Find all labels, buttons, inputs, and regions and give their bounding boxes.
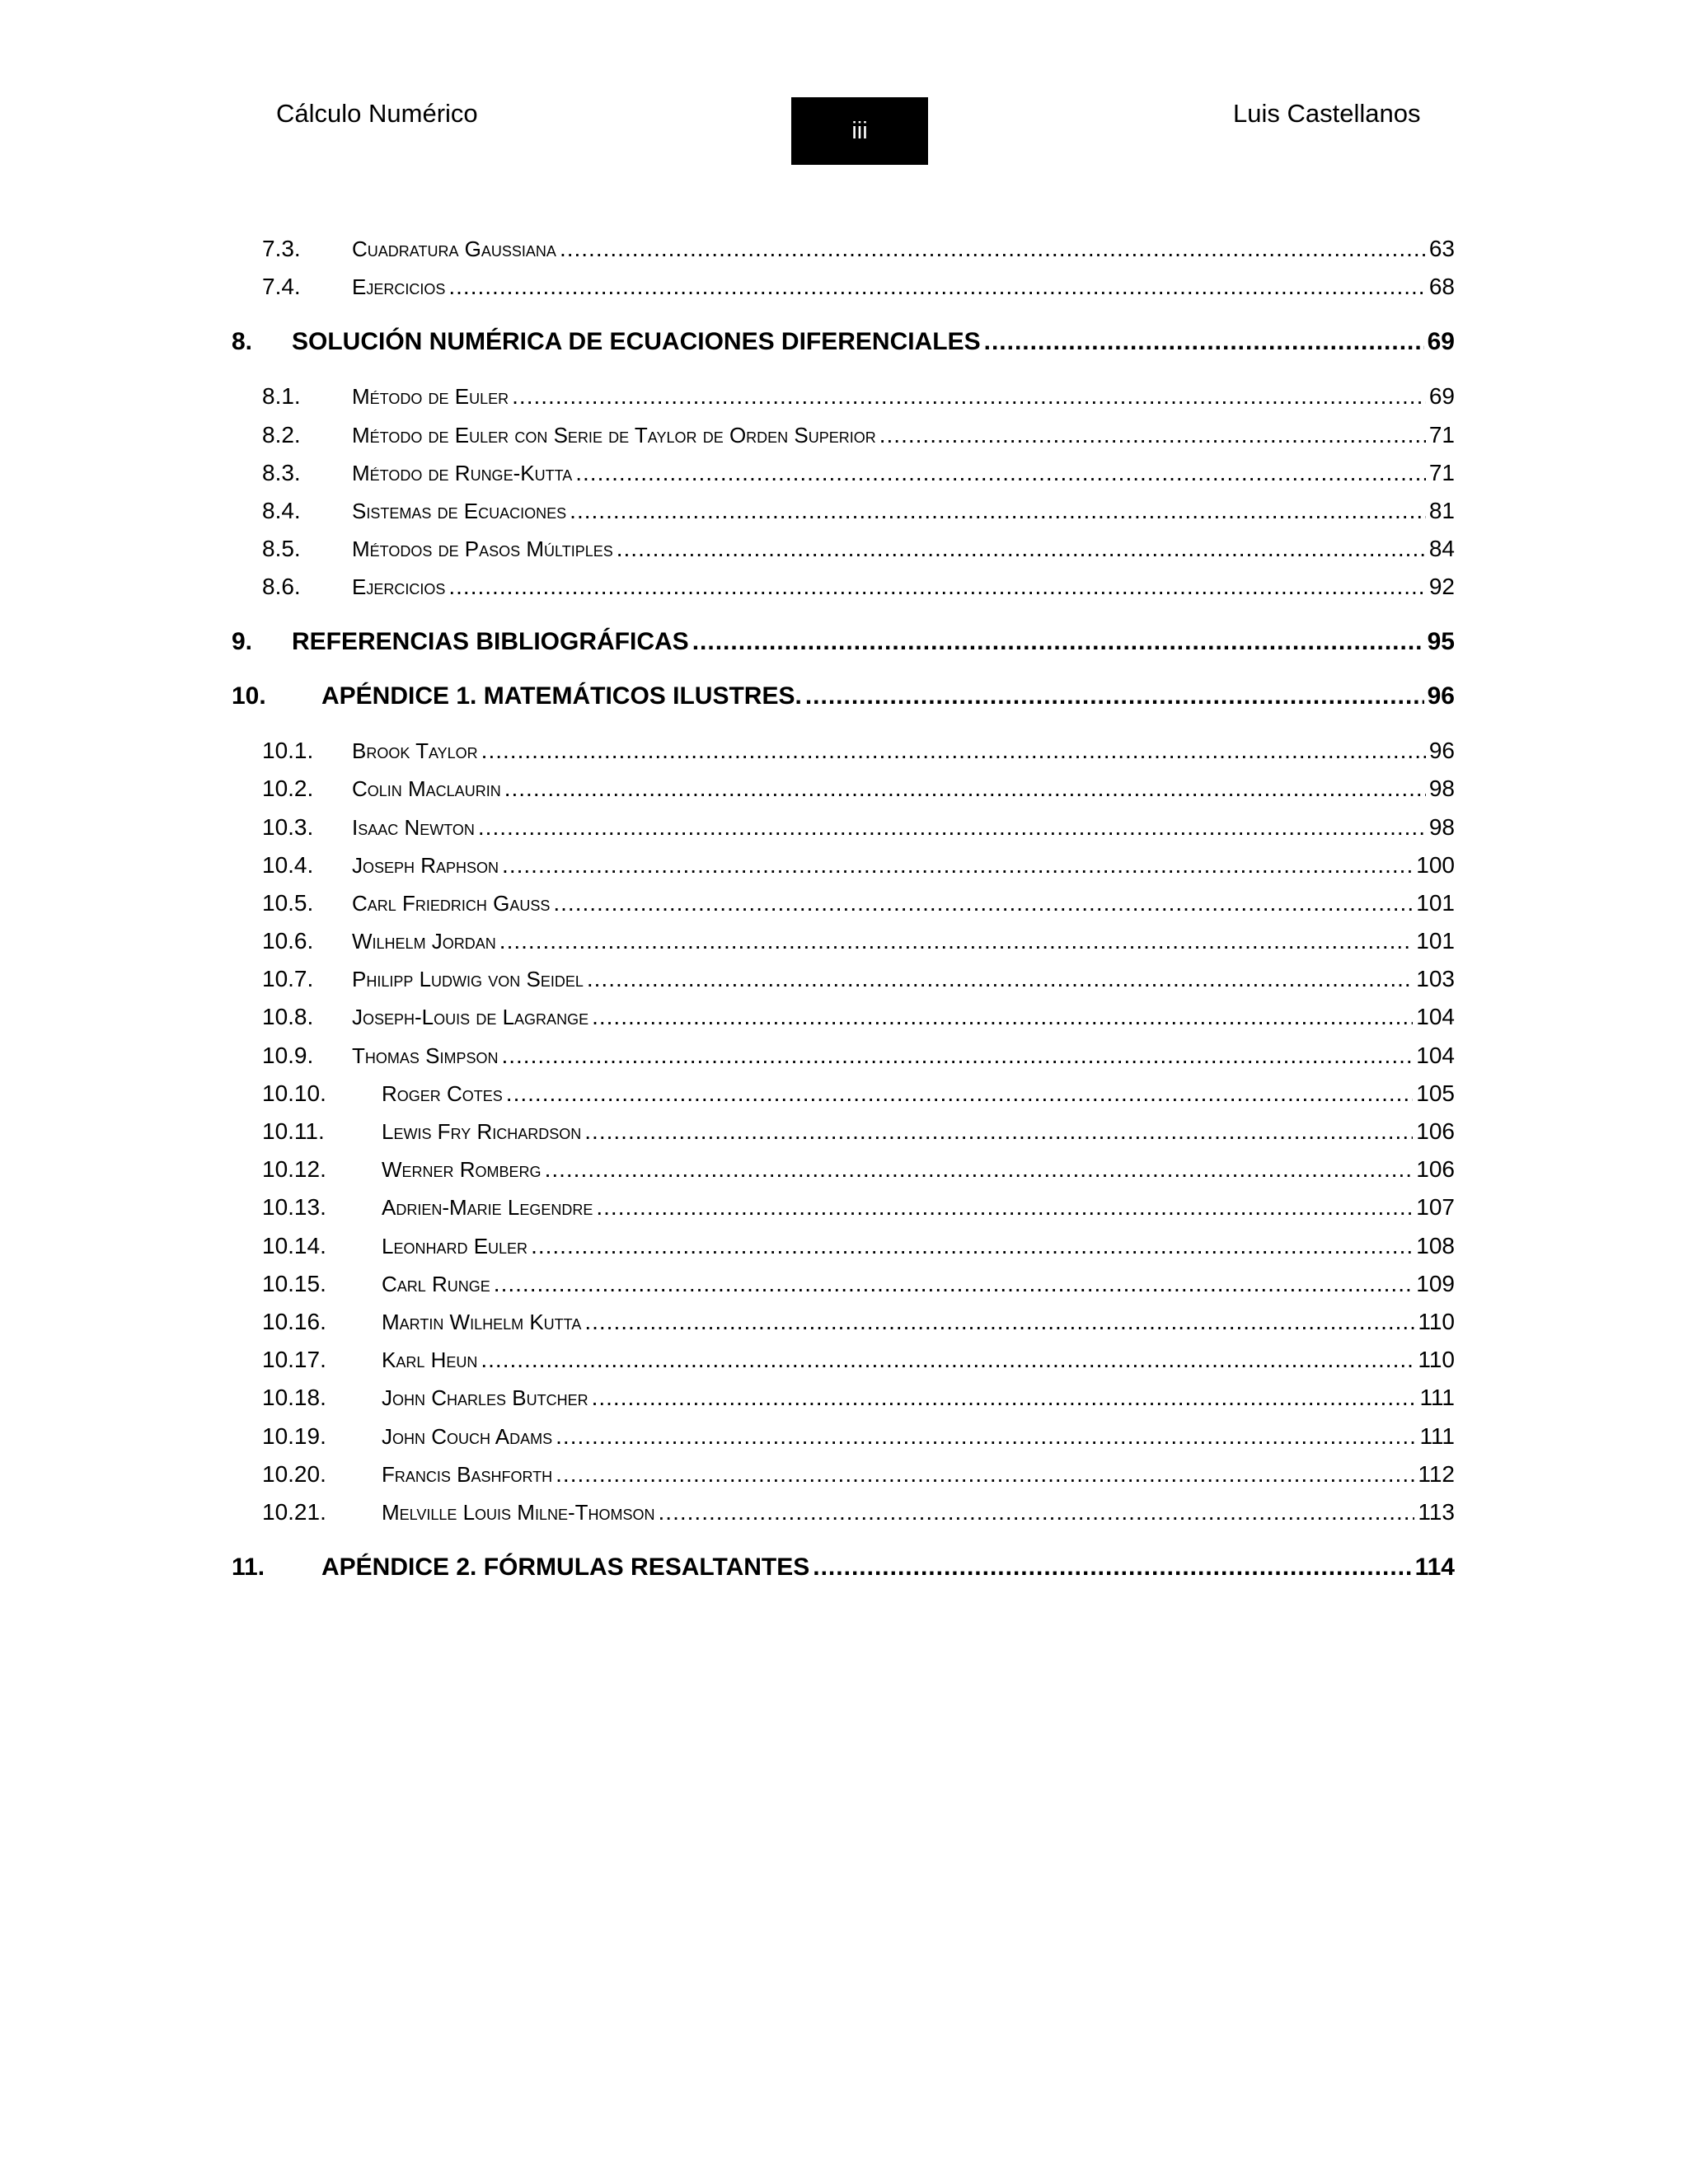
toc-subsection-entry[interactable] [0, 570, 1688, 603]
toc-entry-number: 10.4. [262, 852, 314, 878]
toc-entry-title: Francis Bashforth [382, 1462, 553, 1487]
toc-entry-number: 10.15. [262, 1271, 326, 1296]
toc-entry-number: 8. [232, 328, 253, 355]
toc-entry-title: Ejercicios [352, 274, 446, 299]
toc-entry-page: 112 [1418, 1461, 1455, 1487]
toc-entry-number: 10.5. [262, 890, 314, 916]
toc-entry-page: 106 [1416, 1118, 1455, 1144]
toc-entry-page: 104 [1416, 1043, 1455, 1068]
toc-entry-number: 10.11. [262, 1118, 325, 1144]
toc-entry-title: Wilhelm Jordan [352, 929, 496, 954]
toc-subsection-entry[interactable] [0, 457, 1688, 490]
dot-leader [584, 1305, 1414, 1338]
toc-entry-page: 111 [1419, 1385, 1455, 1410]
toc-entry-title: Métodos de Pasos Múltiples [352, 537, 613, 561]
toc-entry-page: 68 [1428, 274, 1455, 299]
toc-entry-page: 71 [1428, 460, 1455, 485]
toc-entry-number: 10.18. [262, 1385, 326, 1410]
toc-subsection-entry[interactable] [0, 1191, 1688, 1224]
toc-entry-title: Carl Friedrich Gauss [352, 891, 551, 916]
dot-leader [805, 680, 1424, 713]
toc-entry-page: 114 [1414, 1554, 1455, 1581]
toc-entry-page: 69 [1427, 328, 1455, 355]
toc-entry-page: 103 [1416, 966, 1455, 991]
dot-leader [531, 1230, 1413, 1263]
toc-entry-page: 95 [1427, 628, 1455, 655]
dot-leader [501, 1039, 1413, 1072]
toc-entry-number: 10.8. [262, 1004, 314, 1029]
toc-entry-page: 105 [1416, 1080, 1455, 1106]
toc-entry-page: 104 [1416, 1004, 1455, 1029]
toc-subsection-entry[interactable] [0, 494, 1688, 527]
dot-leader [448, 570, 1425, 603]
toc-subsection-entry[interactable] [0, 1153, 1688, 1186]
dot-leader [592, 1001, 1413, 1033]
toc-entry-page: 107 [1416, 1194, 1455, 1220]
toc-subsection-entry[interactable] [0, 1496, 1688, 1529]
toc-entry-page: 81 [1428, 498, 1455, 523]
toc-entry-page: 92 [1428, 574, 1455, 599]
toc-entry-page: 111 [1419, 1423, 1455, 1449]
dot-leader [984, 326, 1424, 359]
toc-entry-page: 101 [1416, 890, 1455, 916]
toc-entry-title: Werner Romberg [382, 1157, 542, 1182]
toc-entry-page: 71 [1428, 422, 1455, 448]
toc-entry-page: 106 [1416, 1156, 1455, 1182]
toc-subsection-entry[interactable] [0, 1039, 1688, 1072]
toc-entry-title: John Couch Adams [382, 1424, 553, 1449]
toc-entry-title: Carl Runge [382, 1272, 490, 1296]
toc-subsection-entry[interactable] [0, 1077, 1688, 1110]
toc-entry-page: 110 [1418, 1347, 1455, 1372]
toc-section-entry[interactable] [0, 680, 1688, 713]
toc-entry-number: 8.5. [262, 536, 301, 561]
toc-entry-title: Karl Heun [382, 1347, 478, 1372]
toc-entry-page: 98 [1428, 814, 1455, 840]
toc-entry-number: 10.17. [262, 1347, 326, 1372]
toc-subsection-entry[interactable] [0, 849, 1688, 882]
dot-leader [659, 1496, 1415, 1529]
dot-leader [570, 494, 1426, 527]
toc-entry-page: 98 [1428, 776, 1455, 801]
dot-leader [556, 1458, 1414, 1491]
toc-entry-page: 63 [1428, 236, 1455, 261]
toc-entry-title: Colin Maclaurin [352, 776, 501, 801]
dot-leader [499, 925, 1413, 958]
toc-entry-title: Brook Taylor [352, 738, 478, 763]
toc-entry-page: 84 [1428, 536, 1455, 561]
toc-subsection-entry[interactable] [0, 1115, 1688, 1148]
toc-subsection-entry[interactable] [0, 419, 1688, 452]
dot-leader [512, 380, 1426, 413]
page-number: iii [851, 117, 868, 144]
toc-subsection-entry[interactable] [0, 811, 1688, 844]
toc-entry-number: 8.6. [262, 574, 301, 599]
toc-entry-title: Melville Louis Milne-Thomson [382, 1500, 655, 1525]
toc-entry-title: Roger Cotes [382, 1081, 503, 1106]
toc-entry-title: Isaac Newton [352, 815, 475, 840]
toc-subsection-entry[interactable] [0, 734, 1688, 767]
toc-entry-page: 110 [1418, 1309, 1455, 1334]
toc-entry-title: APÉNDICE 2. FÓRMULAS RESALTANTES [321, 1554, 810, 1581]
toc-subsection-entry[interactable] [0, 1381, 1688, 1414]
toc-subsection-entry[interactable] [0, 1305, 1688, 1338]
dot-leader [502, 849, 1413, 882]
toc-subsection-entry[interactable] [0, 380, 1688, 413]
toc-subsection-entry[interactable] [0, 925, 1688, 958]
toc-entry-number: 10.21. [262, 1499, 326, 1525]
toc-section-entry[interactable] [0, 326, 1688, 359]
toc-entry-number: 10.6. [262, 928, 314, 954]
toc-entry-number: 10.2. [262, 776, 314, 801]
toc-entry-title: APÉNDICE 1. MATEMÁTICOS ILUSTRES. [321, 682, 802, 710]
toc-subsection-entry[interactable] [0, 1458, 1688, 1491]
toc-entry-title: Ejercicios [352, 574, 446, 599]
toc-subsection-entry[interactable] [0, 1001, 1688, 1033]
toc-entry-title: Thomas Simpson [352, 1043, 499, 1068]
toc-entry-title: Joseph Raphson [352, 853, 499, 878]
toc-entry-title: John Charles Butcher [382, 1385, 588, 1410]
toc-entry-number: 10.20. [262, 1461, 326, 1487]
dot-leader [617, 532, 1426, 565]
toc-entry-title: Philipp Ludwig von Seidel [352, 967, 584, 991]
toc-subsection-entry[interactable] [0, 772, 1688, 805]
toc-entry-title: REFERENCIAS BIBLIOGRÁFICAS [292, 628, 689, 655]
toc-entry-number: 8.4. [262, 498, 301, 523]
toc-subsection-entry[interactable] [0, 963, 1688, 996]
dot-leader [494, 1268, 1413, 1301]
toc-section-entry[interactable] [0, 626, 1688, 658]
dot-leader [504, 772, 1426, 805]
toc-entry-page: 113 [1418, 1499, 1455, 1525]
dot-leader [556, 1420, 1416, 1453]
toc-entry-number: 10.3. [262, 814, 314, 840]
header-title: Cálculo Numérico [276, 99, 478, 128]
dot-leader [506, 1077, 1413, 1110]
toc-entry-page: 108 [1416, 1233, 1455, 1258]
toc-entry-number: 11. [232, 1554, 265, 1581]
toc-entry-number: 9. [232, 628, 253, 655]
toc-entry-number: 10.13. [262, 1194, 326, 1220]
toc-entry-number: 10.7. [262, 966, 314, 991]
dot-leader [879, 419, 1426, 452]
toc-subsection-entry[interactable] [0, 532, 1688, 565]
toc-entry-number: 8.2. [262, 422, 301, 448]
header-author: Luis Castellanos [1233, 99, 1421, 128]
toc-entry-number: 10.10. [262, 1080, 326, 1106]
toc-entry-title: Método de Runge-Kutta [352, 461, 573, 485]
toc-subsection-entry[interactable] [0, 1343, 1688, 1376]
toc-entry-number: 8.1. [262, 383, 301, 409]
toc-entry-number: 7.3. [262, 236, 301, 261]
toc-entry-number: 10.12. [262, 1156, 326, 1182]
toc-entry-page: 69 [1428, 383, 1455, 409]
toc-subsection-entry[interactable] [0, 232, 1688, 265]
toc-entry-title: Método de Euler con Serie de Taylor de Orden Superior [352, 423, 876, 448]
dot-leader [481, 1343, 1414, 1376]
dot-leader [545, 1153, 1414, 1186]
toc-entry-number: 10.19. [262, 1423, 326, 1449]
toc-entry-number: 10. [232, 682, 266, 710]
toc-entry-number: 10.9. [262, 1043, 314, 1068]
dot-leader [478, 811, 1426, 844]
toc-entry-page: 101 [1416, 928, 1455, 954]
toc-entry-number: 7.4. [262, 274, 301, 299]
toc-subsection-entry[interactable] [0, 887, 1688, 920]
toc-entry-title: Joseph-Louis de Lagrange [352, 1005, 589, 1029]
toc-entry-title: Adrien-Marie Legendre [382, 1195, 593, 1220]
dot-leader [584, 1115, 1413, 1148]
dot-leader [592, 1381, 1417, 1414]
toc-entry-page: 96 [1427, 682, 1455, 710]
toc-entry-title: Sistemas de Ecuaciones [352, 499, 567, 523]
toc-subsection-entry[interactable] [0, 270, 1688, 303]
dot-leader [596, 1191, 1413, 1224]
toc-subsection-entry[interactable] [0, 1230, 1688, 1263]
toc-entry-page: 96 [1428, 738, 1455, 763]
dot-leader [560, 232, 1426, 265]
toc-entry-page: 109 [1416, 1271, 1455, 1296]
toc-entry-title: SOLUCIÓN NUMÉRICA DE ECUACIONES DIFERENCIALES [292, 328, 981, 355]
toc-subsection-entry[interactable] [0, 1268, 1688, 1301]
toc-entry-number: 8.3. [262, 460, 301, 485]
dot-leader [553, 887, 1413, 920]
dot-leader [692, 626, 1424, 658]
dot-leader [575, 457, 1426, 490]
dot-leader [448, 270, 1425, 303]
toc-entry-number: 10.14. [262, 1233, 326, 1258]
toc-entry-title: Lewis Fry Richardson [382, 1119, 582, 1144]
toc-subsection-entry[interactable] [0, 1420, 1688, 1453]
dot-leader [587, 963, 1413, 996]
toc-entry-title: Cuadratura Gaussiana [352, 237, 556, 261]
toc-entry-title: Martin Wilhelm Kutta [382, 1310, 582, 1334]
toc-section-entry[interactable] [0, 1551, 1688, 1584]
toc-entry-title: Método de Euler [352, 384, 509, 409]
toc-entry-number: 10.16. [262, 1309, 326, 1334]
dot-leader [813, 1551, 1411, 1584]
toc-entry-number: 10.1. [262, 738, 314, 763]
toc-entry-title: Leonhard Euler [382, 1234, 528, 1258]
dot-leader [481, 734, 1426, 767]
toc-entry-page: 100 [1416, 852, 1455, 878]
